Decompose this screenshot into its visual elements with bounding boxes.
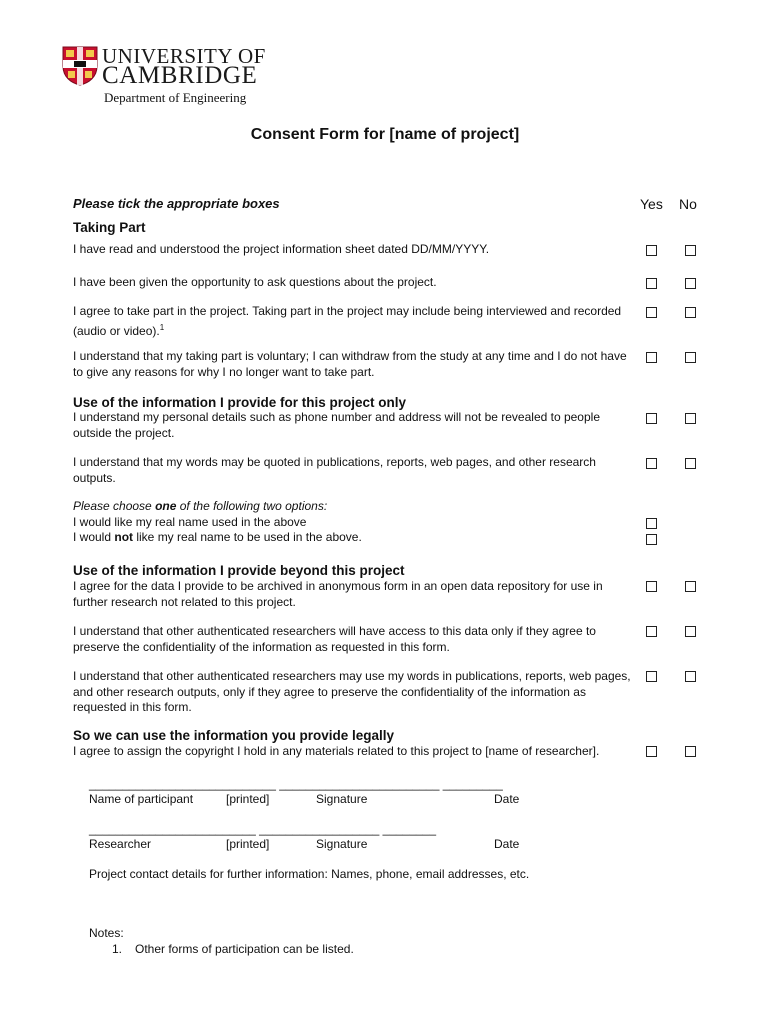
- statement-voluntary: I understand that my taking part is voluntary; I can withdraw from the study at any time and I do not have to give any reasons for why I no longer want to take part.: [73, 349, 627, 379]
- no-checkbox-ask-questions[interactable]: [685, 278, 696, 289]
- form-title: Consent Form for [name of project]: [250, 126, 520, 143]
- yes-checkbox-agree-take-part[interactable]: [646, 307, 657, 318]
- yes-checkbox-words-quoted[interactable]: [646, 458, 657, 469]
- opt2-suffix: like my real name to be used in the above.: [133, 530, 362, 544]
- yes-checkbox-ask-questions[interactable]: [646, 278, 657, 289]
- researcher-printed-label: [printed]: [226, 837, 270, 851]
- researcher-signature-lines: _________________________ __________________ ________: [89, 822, 437, 836]
- footnote-marker: 1: [159, 322, 165, 332]
- no-checkbox-personal-details[interactable]: [685, 413, 696, 424]
- no-checkbox-assign-copyright[interactable]: [685, 746, 696, 757]
- notes-heading: Notes:: [89, 926, 124, 940]
- statement-researcher-use-words: I understand that other authenticated researchers may use my words in publications, reports, web pages, and other research outputs, only if they agree to preserve the confidentiality of the information as requested in this form.: [73, 669, 631, 714]
- no-column-header: No: [679, 196, 697, 212]
- note-1-number: 1.: [112, 942, 123, 956]
- yes-checkbox-assign-copyright[interactable]: [646, 746, 657, 757]
- no-checkbox-read-info-sheet[interactable]: [685, 245, 696, 256]
- section-heading-legal: So we can use the information you provide legally: [73, 728, 395, 743]
- instruction-text: Please tick the appropriate boxes: [73, 196, 280, 211]
- statement-researcher-access: I understand that other authenticated researchers will have access to this data only if they agree to preserve the confidentiality of the information as requested in this form.: [73, 624, 596, 654]
- choose-suffix: of the following two options:: [176, 499, 328, 513]
- choose-bold: one: [155, 499, 177, 513]
- section-heading-taking-part: Taking Part: [73, 220, 146, 235]
- yes-checkbox-archive-data[interactable]: [646, 581, 657, 592]
- no-checkbox-words-quoted[interactable]: [685, 458, 696, 469]
- researcher-signature-label: Signature: [316, 837, 368, 851]
- no-checkbox-archive-data[interactable]: [685, 581, 696, 592]
- university-name-line2: CAMBRIDGE: [102, 62, 258, 89]
- section-heading-use-in-project: Use of the information I provide for this project only: [73, 395, 407, 410]
- yes-column-header: Yes: [640, 196, 663, 212]
- cambridge-crest-icon: [62, 46, 98, 86]
- checkbox-use-real-name[interactable]: [646, 518, 657, 529]
- statement-ask-questions: I have been given the opportunity to ask questions about the project.: [73, 275, 437, 289]
- participant-date-label: Date: [494, 792, 520, 806]
- choose-one-instruction: [73, 499, 631, 515]
- section-heading-use-beyond: Use of the information I provide beyond this project: [73, 563, 405, 578]
- university-name-line1: UNIVERSITY OF: [102, 44, 266, 68]
- no-checkbox-voluntary[interactable]: [685, 352, 696, 363]
- choose-prefix: Please choose: [73, 499, 156, 513]
- statement-archive-data: I agree for the data I provide to be archived in anonymous form in an open data repository for use in further research not related to this project.: [73, 579, 603, 609]
- project-contact-details: Project contact details for further information: Names, phone, email addresses, etc.: [89, 867, 530, 881]
- statement-read-info-sheet: I have read and understood the project information sheet dated DD/MM/YYYY.: [73, 242, 490, 256]
- participant-printed-label: [printed]: [226, 792, 270, 806]
- statement-assign-copyright: I agree to assign the copyright I hold in any materials related to this project to [name of researcher].: [73, 744, 600, 758]
- yes-checkbox-read-info-sheet[interactable]: [646, 245, 657, 256]
- department-name: Department of Engineering: [104, 90, 247, 105]
- statement-agree-take-part-text: I agree to take part in the project. Taking part in the project may include being interviewed and recorded (audio or video).: [73, 304, 622, 338]
- yes-checkbox-personal-details[interactable]: [646, 413, 657, 424]
- note-1-text: Other forms of participation can be listed.: [135, 942, 354, 956]
- yes-checkbox-voluntary[interactable]: [646, 352, 657, 363]
- checkbox-not-use-real-name[interactable]: [646, 534, 657, 545]
- participant-signature-label: Signature: [316, 792, 368, 806]
- participant-signature-lines: ____________________________ ________________________ _________: [89, 777, 503, 791]
- researcher-name-label: Researcher: [89, 837, 152, 851]
- university-logo: [62, 44, 272, 110]
- researcher-date-label: Date: [494, 837, 520, 851]
- statement-words-quoted: I understand that my words may be quoted in publications, reports, web pages, and other research outputs.: [73, 455, 596, 485]
- statement-personal-details: I understand my personal details such as phone number and address will not be revealed to people outside the project.: [73, 410, 600, 440]
- yes-checkbox-researcher-access[interactable]: [646, 626, 657, 637]
- no-checkbox-agree-take-part[interactable]: [685, 307, 696, 318]
- option-not-use-real-name: [73, 530, 631, 546]
- participant-name-label: Name of participant: [89, 792, 194, 806]
- opt2-bold: not: [114, 530, 134, 544]
- no-checkbox-researcher-use-words[interactable]: [685, 671, 696, 682]
- statement-agree-take-part: [73, 304, 631, 339]
- option-use-real-name: I would like my real name used in the above: [73, 515, 307, 529]
- yes-checkbox-researcher-use-words[interactable]: [646, 671, 657, 682]
- opt2-prefix: I would: [73, 530, 115, 544]
- no-checkbox-researcher-access[interactable]: [685, 626, 696, 637]
